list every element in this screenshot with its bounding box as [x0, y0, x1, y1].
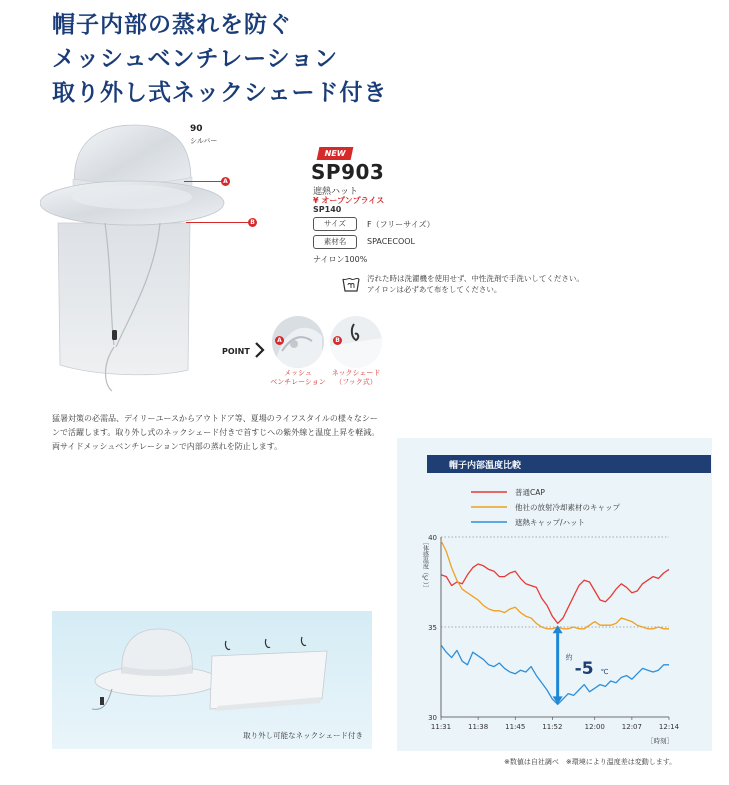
hat-and-shade-image: [52, 611, 372, 749]
color-name: シルバー: [190, 137, 218, 145]
marker-b-detail: B: [333, 336, 342, 345]
chart-title: 帽子内部温度比較: [449, 461, 522, 471]
color-code: 90: [190, 124, 203, 134]
x-tick-label: 11:38: [468, 723, 489, 731]
hat-product-photo: [40, 115, 230, 405]
x-axis-label: ［時刻］: [647, 737, 673, 745]
detachable-shade-photo: [52, 611, 372, 749]
point-caption-mesh: [268, 369, 328, 387]
annotation-value: -5: [574, 658, 594, 679]
marker-b: B: [248, 218, 257, 227]
x-tick-label: 12:00: [584, 723, 605, 731]
point-caption-hook: [326, 369, 386, 387]
annotation-unit: ℃: [600, 667, 609, 676]
footnote: ※数値は自社調べ ※環境により温度差は変動します。: [504, 758, 677, 766]
series-line-3: [441, 645, 669, 704]
x-tick-label: 12:07: [621, 723, 642, 731]
x-tick-label: 11:31: [430, 723, 452, 731]
legend-label: 遮熱キャップ/ハット: [515, 518, 586, 527]
product-code: SP140: [313, 205, 342, 214]
spec-value: SPACECOOL: [367, 237, 415, 246]
chart-title-bar: [427, 455, 711, 473]
headline-text-1: 帽子内部の蒸れを防ぐ: [52, 12, 292, 38]
chevron-right-icon: [254, 340, 266, 360]
caption-line: ネックシェード: [331, 369, 381, 377]
y-tick-label: 35: [428, 624, 437, 632]
headline-line-1: [52, 10, 388, 40]
spec-key: 素材名: [313, 235, 357, 249]
material-composition: ナイロン100%: [313, 255, 368, 264]
y-tick-label: 40: [428, 534, 437, 542]
temperature-chart: [397, 438, 712, 751]
hand-wash-icon: [342, 276, 360, 292]
care-line-1: 汚れた時は洗濯機を使用せず、中性洗剤で手洗いしてください。: [367, 274, 584, 283]
new-badge: NEW: [317, 147, 354, 160]
temperature-chart-panel: [397, 438, 712, 751]
y-tick-label: 30: [428, 714, 437, 722]
spec-value: F（フリーサイズ）: [367, 220, 435, 229]
care-instructions: [367, 273, 584, 295]
caption-line: メッシュ: [284, 369, 312, 377]
legend-label: 普通CAP: [515, 488, 545, 497]
headline-line-2: [52, 44, 388, 74]
product-name: 遮熱ハット: [313, 187, 359, 197]
x-tick-label: 11:52: [542, 723, 563, 731]
marker-a-detail: A: [275, 336, 284, 345]
difference-arrow-head-up: [553, 625, 563, 633]
caption-line: （フック式）: [335, 378, 377, 386]
headline-text-3: 取り外し式ネックシェード付き: [52, 80, 388, 106]
point-label: POINT: [222, 347, 250, 356]
legend-label: 他社の放射冷却素材のキャップ: [515, 503, 620, 512]
annotation-prefix: 約: [565, 653, 573, 662]
marker-a: A: [221, 177, 230, 186]
pointer-line-a: [184, 181, 222, 182]
headline: [52, 10, 388, 108]
pointer-line-b: [186, 222, 248, 223]
y-axis-label: ［体感温度（℃）］: [421, 539, 429, 591]
x-tick-label: 11:45: [505, 723, 526, 731]
photo-caption: 取り外し可能なネックシェード付き: [243, 731, 363, 740]
care-line-2: アイロンは必ずあて布をしてください。: [367, 285, 502, 294]
model-number: SP903: [311, 160, 385, 184]
headline-text-2: メッシュベンチレーション: [52, 46, 339, 72]
x-tick-label: 12:14: [658, 723, 680, 731]
series-line-2: [441, 541, 669, 629]
series-line-1: [441, 564, 669, 623]
price: ¥ オープンプライス: [313, 196, 385, 205]
product-description: 猛暑対策の必需品、デイリーユースからアウトドア等、夏場のライフスタイルの様々なシーンで活躍します。取り外し式のネックシェード付きで首すじへの紫外線と温度上昇を軽減。両サイドメッシュベンチレーションで内部の蒸れを防止します。: [52, 414, 380, 451]
headline-line-3: [52, 78, 388, 108]
spec-key: サイズ: [313, 217, 357, 231]
caption-line: ベンチレーション: [270, 378, 326, 386]
